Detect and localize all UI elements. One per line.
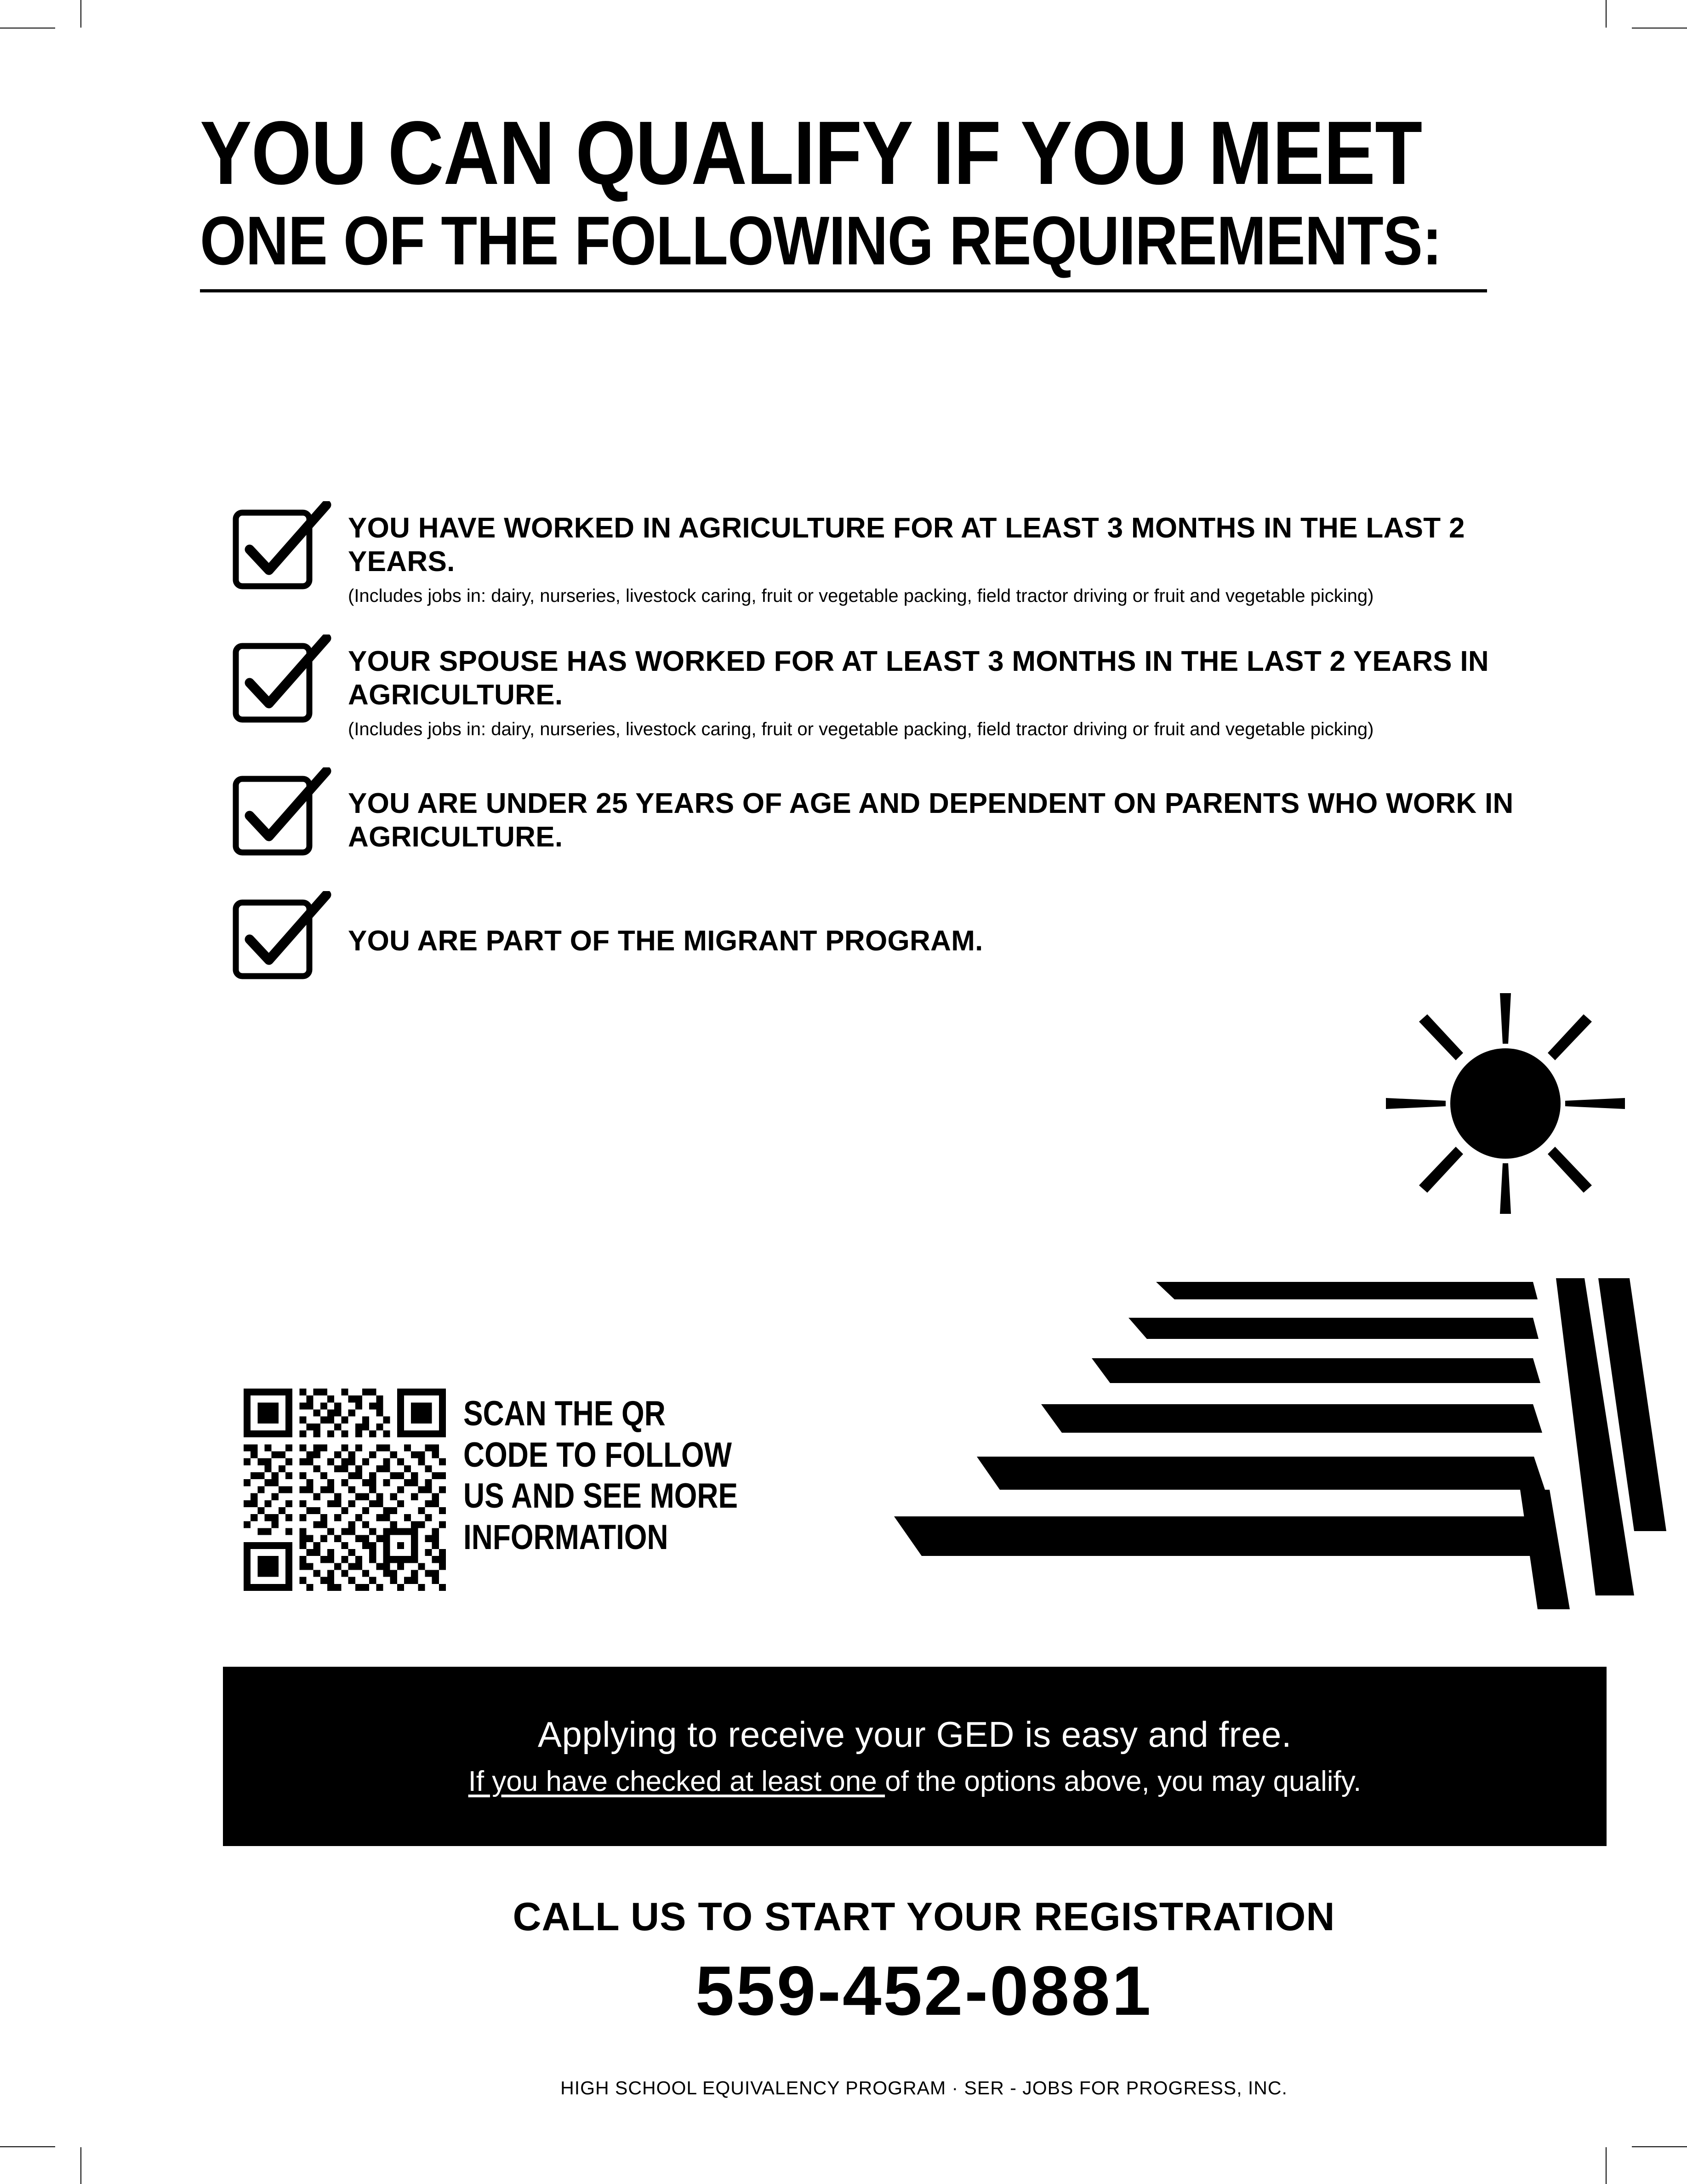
qr-text-line-1: SCAN THE QR: [463, 1394, 666, 1433]
list-item: [232, 767, 1565, 857]
callout-banner: [223, 1667, 1607, 1846]
crop-mark-left-top-h: [0, 28, 55, 29]
checkbox-checked-icon[interactable]: [232, 767, 338, 857]
organization-line: HIGH SCHOOL EQUIVALENCY PROGRAM · SER - JOBS FOR PROGRESS, INC.: [560, 2077, 1288, 2098]
requirement-headline: YOU ARE UNDER 25 YEARS OF AGE AND DEPENDENT ON PARENTS WHO WORK IN AGRICULTURE.: [348, 788, 1514, 853]
requirement-text: [338, 767, 1565, 854]
qr-section: [244, 1389, 790, 1591]
flyer-canvas: [80, 28, 1607, 2147]
banner-rest-phrase: of the options above, you may qualify.: [885, 1766, 1362, 1798]
qr-text-line-3: US AND SEE MORE: [463, 1476, 738, 1516]
crop-mark-right-bottom-h: [1632, 2146, 1687, 2147]
crop-mark-right-top-h: [1632, 28, 1687, 29]
field-rows-icon: [853, 1274, 1666, 1609]
footer: [80, 1894, 1687, 2099]
requirement-subtext: (Includes jobs in: dairy, nurseries, livestock caring, fruit or vegetable packing, field tractor driving or fruit and vegetable picking): [348, 719, 1374, 739]
requirement-text: [338, 501, 1565, 609]
qr-text-line-2: CODE TO FOLLOW: [463, 1435, 732, 1475]
banner-primary-text: Applying to receive your GED is easy and free.: [537, 1714, 1292, 1755]
crop-mark-left-bottom-h: [0, 2146, 55, 2147]
requirement-text: [338, 635, 1565, 742]
headline-line-1: YOU CAN QUALIFY IF YOU MEET: [200, 103, 1422, 203]
checkbox-checked-icon[interactable]: [232, 891, 338, 981]
phone-number[interactable]: 559-452-0881: [695, 1952, 1153, 2030]
qr-text-line-4: INFORMATION: [463, 1518, 668, 1557]
requirement-headline: YOUR SPOUSE HAS WORKED FOR AT LEAST 3 MONTHS IN THE LAST 2 YEARS IN AGRICULTURE.: [348, 645, 1489, 711]
requirements-list: [232, 501, 1565, 1006]
banner-underlined-phrase: If you have checked at least one: [468, 1766, 885, 1798]
list-item: [232, 891, 1565, 981]
sun-icon: [1377, 989, 1634, 1218]
qr-instruction-text: [463, 1389, 738, 1558]
qr-code-icon[interactable]: [244, 1389, 446, 1591]
page-title: [200, 103, 1510, 292]
checkbox-checked-icon[interactable]: [232, 635, 338, 724]
checkbox-checked-icon[interactable]: [232, 501, 338, 591]
headline-underline: [200, 289, 1487, 292]
banner-secondary-text: [468, 1764, 1362, 1800]
requirement-text: [338, 891, 1565, 958]
list-item: [232, 501, 1565, 609]
call-to-action-text: CALL US TO START YOUR REGISTRATION: [513, 1895, 1335, 1939]
list-item: [232, 635, 1565, 742]
requirement-headline: YOU HAVE WORKED IN AGRICULTURE FOR AT LEAST 3 MONTHS IN THE LAST 2 YEARS.: [348, 512, 1465, 578]
requirement-headline: YOU ARE PART OF THE MIGRANT PROGRAM.: [348, 925, 983, 957]
headline-line-2: ONE OF THE FOLLOWING REQUIREMENTS:: [200, 202, 1442, 279]
requirement-subtext: (Includes jobs in: dairy, nurseries, livestock caring, fruit or vegetable packing, field tractor driving or fruit and vegetable picking): [348, 586, 1374, 606]
